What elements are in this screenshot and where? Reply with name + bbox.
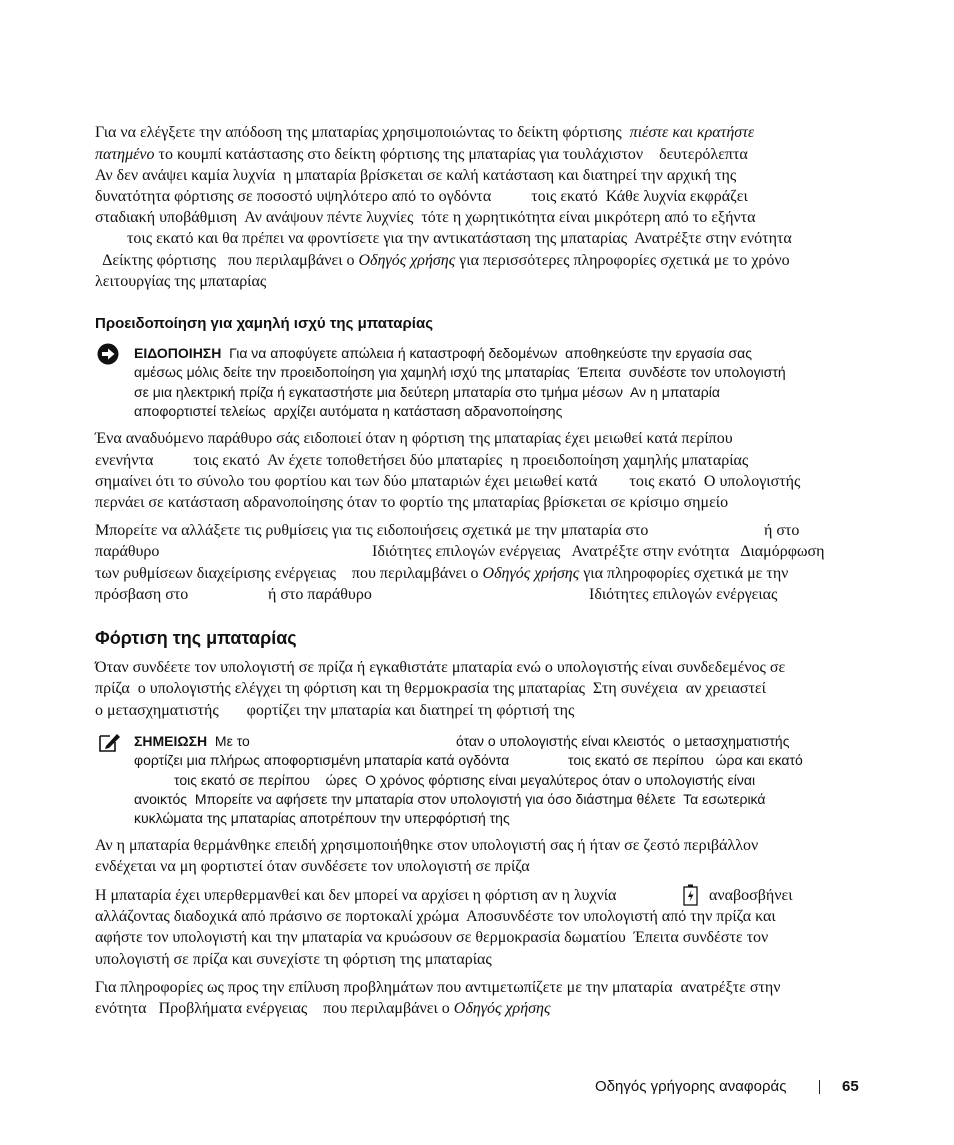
text-line: αναβοσβήνει — [709, 887, 793, 904]
text-line: πρόσβαση στο — [95, 586, 189, 603]
text-line: Αν η μπαταρία θερμάνθηκε επειδή χρησιμοποιήθηκε στον υπολογιστή σας ή ήταν σε ζεστό περιβάλλον — [95, 837, 759, 854]
text-line: ενδέχεται να μη φορτιστεί όταν συνδέσετε τον υπολογιστή σε πρίζα — [95, 858, 530, 875]
text-line: Μπορείτε να αλλάξετε τις ρυθμίσεις για τις ειδοποιήσεις σχετικά με την μπαταρία στο — [95, 522, 649, 539]
text-line: Για πληροφορίες ως προς την επίλυση προβλημάτων που αντιμετωπίζετε με την μπαταρία ανατρέξτε στην — [95, 979, 781, 996]
text-line: Δείκτης φόρτισης που περιλαμβάνει ο Οδηγός χρήσης για περισσότερες πληροφορίες σχετικά με το χρόνο — [95, 252, 790, 269]
note-pencil-icon — [98, 731, 122, 753]
text-line: ενότητα Προβλήματα ενέργειας που περιλαμβάνει ο Οδηγός χρήσης — [95, 1000, 551, 1017]
text-line: ανοικτός Μπορείτε να αφήσετε την μπαταρία στον υπολογιστή για όσο διάστημα θέλετε Τα εσωτερικά — [134, 791, 766, 807]
text-line: Αν δεν ανάψει καμία λυχνία η μπαταρία βρίσκεται σε καλή κατάσταση και διατηρεί την αρχική της — [95, 167, 737, 184]
text-line: όταν ο υπολογιστής είναι κλειστός ο μετασχηματιστής — [456, 733, 790, 749]
footer-title: Οδηγός γρήγορης αναφοράς — [595, 1078, 787, 1095]
text-line: υπολογιστή σε πρίζα και συνεχίστε τη φόρτιση της μπαταρίας — [95, 951, 492, 968]
text-line: αμέσως μόλις δείτε την προειδοποίηση για χαμηλή ισχύ της μπαταρίας Έπειτα συνδέστε τον υπολογιστή — [134, 364, 786, 380]
text-line: των ρυθμίσεων διαχείρισης ενέργειας που περιλαμβάνει ο Οδηγός χρήσης για πληροφορίες σχετικά με την — [95, 565, 789, 582]
text-line: περνάει σε κατάσταση αδρανοποίησης όταν το φορτίο της μπαταρίας βρίσκεται σε κρίσιμο σημείο — [95, 494, 729, 511]
text-line: λειτουργίας της μπαταρίας — [95, 273, 267, 290]
text-line: τοις εκατό και θα πρέπει να φροντίσετε για την αντικατάσταση της μπαταρίας Ανατρέξτε στην ενότητα — [95, 230, 792, 247]
section-heading-low-battery: Προειδοποίηση για χαμηλή ισχύ της μπαταρίας — [95, 315, 433, 332]
text-line: αλλάζοντας διαδοχικά από πράσινο σε πορτοκαλί χρώμα Αποσυνδέστε τον υπολογιστή από την πρίζα και — [95, 908, 776, 925]
text-line: Ιδιότητες επιλογών ενέργειας Ανατρέξτε στην ενότητα Διαμόρφωση — [372, 543, 825, 560]
text-line: ενενήντα τοις εκατό Αν έχετε τοποθετήσει δύο μπαταρίες η προειδοποίηση χαμηλής μπαταρίας — [95, 452, 749, 469]
footer-divider — [819, 1080, 820, 1094]
text-line: πατημένο το κουμπί κατάστασης στο δείκτη φόρτισης της μπαταρίας για τουλάχιστον δευτερόλεπτα — [95, 146, 748, 163]
notice-label: ΕΙΔΟΠΟΙΗΣΗ — [134, 345, 222, 361]
text-line: Όταν συνδέετε τον υπολογιστή σε πρίζα ή εγκαθιστάτε μπαταρία ενώ ο υπολογιστής είναι συνδεδεμένος σε — [95, 659, 786, 676]
text-line: Ιδιότητες επιλογών ενέργειας — [589, 586, 778, 603]
text-line: παράθυρο — [95, 543, 160, 560]
text-line: Ένα αναδυόμενο παράθυρο σάς ειδοποιεί όταν η φόρτιση της μπαταρίας έχει μειωθεί κατά περίπου — [95, 430, 733, 447]
text-line: αποφορτιστεί τελείως αρχίζει αυτόματα η κατάσταση αδρανοποίησης — [134, 403, 563, 419]
page-number: 65 — [842, 1078, 859, 1095]
text-line: ή στο παράθυρο — [268, 586, 372, 603]
notice-icon — [97, 343, 119, 365]
text-line: τοις εκατό σε περίπου ώρα και εκατό — [568, 752, 803, 768]
text-line: αφήστε τον υπολογιστή και την μπαταρία να κρυώσουν σε θερμοκρασία δωματίου Έπειτα συνδέστε τον — [95, 929, 769, 946]
text-line: ο μετασχηματιστής φορτίζει την μπαταρία και διατηρεί τη φόρτισή της — [95, 702, 575, 719]
text-line: σε μια ηλεκτρική πρίζα ή εγκαταστήστε μια δεύτερη μπαταρία στο τμήμα μέσων Αν η μπαταρία — [134, 384, 720, 400]
text-line: Για να ελέγξετε την απόδοση της μπαταρίας χρησιμοποιώντας το δείκτη φόρτισης πιέστε και κρατήστε — [95, 124, 755, 141]
text-line: κυκλώματα της μπαταρίας αποτρέπουν την υπερφόρτισή της — [134, 810, 510, 826]
text-line: ΕΙΔΟΠΟΙΗΣΗ Για να αποφύγετε απώλεια ή καταστροφή δεδομένων αποθηκεύστε την εργασία σας — [134, 345, 752, 361]
text-line: πρίζα ο υπολογιστής ελέγχει τη φόρτιση και τη θερμοκρασία της μπαταρίας Στη συνέχεια αν χρειαστεί — [95, 680, 766, 697]
text-line: ΣΗΜΕΙΩΣΗ Με το — [134, 733, 250, 749]
text-line: σημαίνει ότι το σύνολο του φορτίου και των δύο μπαταριών έχει μειωθεί κατά τοις εκατό Ο υπολογιστής — [95, 473, 801, 490]
text-line: σταδιακή υποβάθμιση Αν ανάψουν πέντε λυχνίες τότε η χωρητικότητα είναι μικρότερη από το εξήντα — [95, 209, 756, 226]
text-line: δυνατότητα φόρτισης σε ποσοστό υψηλότερο από το ογδόντα τοις εκατό Κάθε λυχνία εκφράζει — [95, 188, 748, 205]
text-line: φορτίζει μια πλήρως αποφορτισμένη μπαταρία κατά ογδόντα — [134, 752, 510, 768]
text-line: ή στο — [764, 522, 800, 539]
text-line: τοις εκατό σε περίπου ώρες Ο χρόνος φόρτισης είναι μεγαλύτερος όταν ο υπολογιστής είναι — [174, 772, 756, 788]
battery-charge-icon — [683, 884, 698, 906]
note-label: ΣΗΜΕΙΩΣΗ — [134, 733, 208, 749]
text-line: Η μπαταρία έχει υπερθερμανθεί και δεν μπορεί να αρχίσει η φόρτιση αν η λυχνία — [95, 887, 617, 904]
section-heading-charging: Φόρτιση της μπαταρίας — [95, 628, 297, 648]
